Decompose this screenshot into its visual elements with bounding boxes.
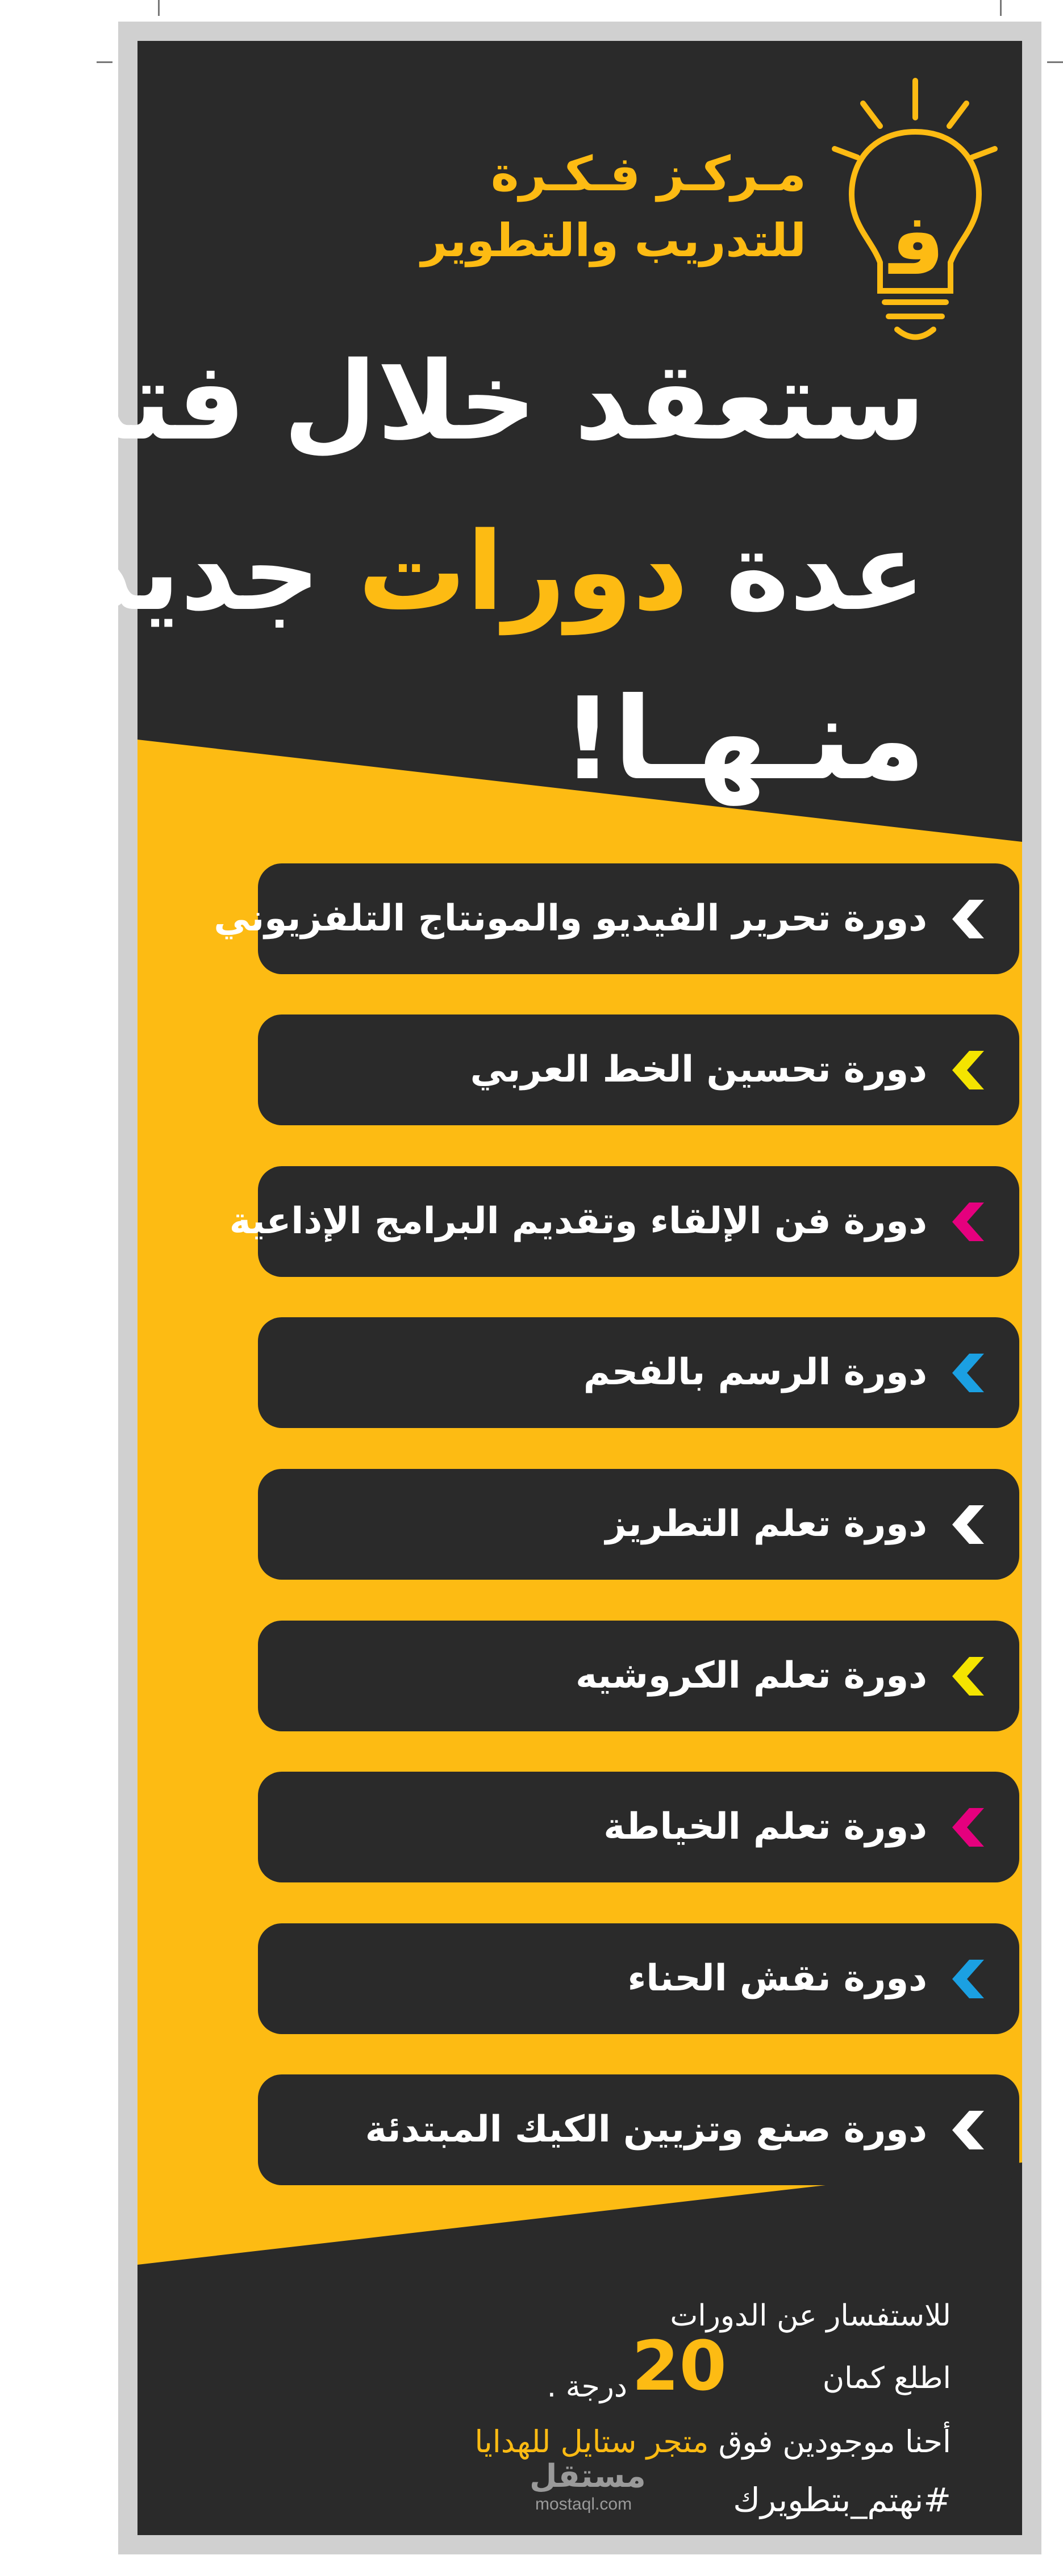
chevron-left-icon (943, 1200, 986, 1243)
course-item-henna (258, 1923, 1019, 2034)
chevron-left-icon (943, 1503, 986, 1546)
course-item-charcoal-drawing (258, 1317, 1019, 1428)
climb-text-before: اطلع كمان (822, 2361, 951, 2395)
course-item-radio-presenting (229, 1166, 1019, 1277)
location-before: أحنا موجودين فوق (708, 2424, 951, 2460)
climb-number: 20 (632, 2327, 727, 2406)
climb-text-after: درجة . (547, 2370, 627, 2404)
course-label: دورة نقش الحناء (627, 1957, 927, 1999)
chevron-left-icon (943, 1806, 986, 1849)
svg-text:ﻓ: ﻓ (889, 195, 945, 294)
logo (772, 58, 999, 353)
chevron-shape (952, 1657, 984, 1696)
headline-line2-before: عدة (688, 509, 926, 634)
chevron-shape (952, 1960, 984, 1998)
chevron-left-icon (943, 2109, 986, 2152)
headline-line1: ستعقد خلال فترة (0, 339, 926, 464)
crop-mark (1000, 0, 1002, 16)
hashtag: #نهتم_بتطويرك (733, 2481, 951, 2519)
chevron-shape (952, 1505, 984, 1544)
chevron-shape (952, 2111, 984, 2149)
chevron-left-icon (943, 1049, 986, 1092)
course-label: دورة صنع وتزيين الكيك المبتدئة (365, 2109, 927, 2151)
chevron-shape (952, 1808, 984, 1847)
watermark-arabic: مستقل (530, 2458, 646, 2495)
brand-name-line1: مـركـز فـكـرة (490, 146, 806, 202)
course-item-sewing (258, 1772, 1019, 1882)
course-item-video-editing (214, 863, 1019, 974)
inquiry-text: للاستفسار عن الدورات (670, 2299, 951, 2333)
chevron-left-icon (943, 897, 986, 941)
banner-artwork (0, 41, 1022, 2535)
rollup-banner (0, 22, 1041, 2554)
chevron-shape (952, 1051, 984, 1089)
headline-line2 (14, 509, 926, 634)
course-item-cake-decorating (258, 2074, 1019, 2185)
chevron-left-icon (943, 1351, 986, 1395)
headline-line2-after: جديدة (14, 509, 358, 634)
brand-name-line2: للتدريب والتطوير (421, 214, 806, 267)
chevron-left-icon (943, 1655, 986, 1698)
chevron-shape (952, 900, 984, 938)
headline-line3: منـهـا! (561, 673, 926, 805)
chevron-shape (952, 1203, 984, 1241)
course-label: دورة تعلم التطريز (605, 1503, 927, 1545)
chevron-shape (952, 1354, 984, 1392)
course-label: دورة تعلم الكروشيه (576, 1655, 927, 1697)
course-label: دورة تحرير الفيديو والمونتاج التلفزيوني (214, 897, 927, 940)
location-text (474, 2424, 951, 2460)
location-store: متجر ستايل للهدايا (474, 2424, 709, 2460)
crop-mark (1047, 61, 1063, 63)
crop-mark (158, 0, 160, 16)
course-label: دورة تعلم الخياطة (603, 1806, 927, 1848)
crop-mark (97, 61, 112, 63)
lightbulb-icon (772, 58, 999, 353)
course-label: دورة الرسم بالفحم (583, 1351, 927, 1393)
chevron-left-icon (943, 1957, 986, 2001)
course-item-embroidery (258, 1469, 1019, 1580)
headline-line2-accent: دورات (358, 509, 689, 634)
course-label: دورة فن الإلقاء وتقديم البرامج الإذاعية (229, 1200, 927, 1242)
course-item-crochet (258, 1621, 1019, 1731)
course-label: دورة تحسين الخط العربي (470, 1049, 927, 1091)
course-item-arabic-calligraphy (258, 1014, 1019, 1125)
watermark-latin: mostaql.com (535, 2495, 632, 2514)
